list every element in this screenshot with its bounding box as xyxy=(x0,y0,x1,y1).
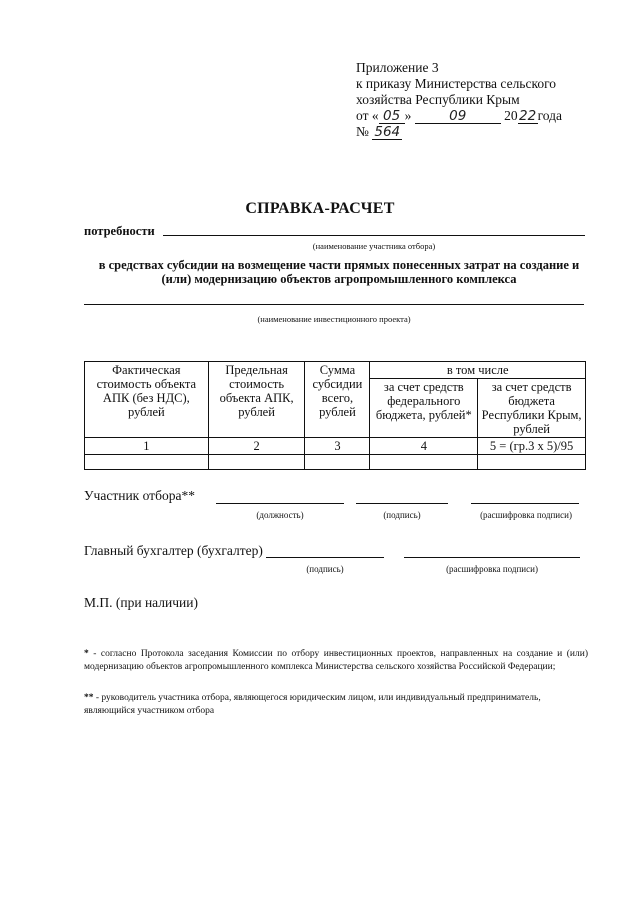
participant-name-caption: (наименование участника отбора) xyxy=(312,241,436,251)
accountant-decoding-caption: (расшифровка подписи) xyxy=(446,564,538,574)
year-prefix: 20 xyxy=(504,108,518,123)
annex-number xyxy=(356,124,596,140)
col-number-3: 3 xyxy=(305,438,370,455)
annex-line-3: хозяйства Республики Крым xyxy=(356,92,520,107)
table-cell-empty xyxy=(478,455,586,470)
participant-name-line xyxy=(163,235,585,236)
year-label: года xyxy=(537,108,563,123)
footnote-2-mark: ** xyxy=(84,693,94,703)
need-label: потребности xyxy=(84,224,155,238)
order-number: 564 xyxy=(372,124,402,140)
purpose-text: в средствах субсидии на возмещение части прямых понесенных затрат на создание и (или) модернизацию объектов агропромышленного комплекса xyxy=(98,258,580,286)
project-name-line xyxy=(84,304,584,305)
header-including: в том числе xyxy=(370,362,586,379)
footnote-1-mark: * xyxy=(84,649,89,659)
date-month: 09 xyxy=(415,108,501,124)
date-mid: » xyxy=(404,108,412,123)
date-day: 05 xyxy=(379,108,405,124)
col-number-1: 1 xyxy=(85,438,209,455)
footnote-1 xyxy=(84,648,588,674)
footnote-1-text: - согласно Протокола заседания Комиссии по отбору инвестиционных проектов, направленных на создание и (или) модернизацию объектов агропромышленного комплекса Министерства сельского хозяйства Российской Федерации; xyxy=(84,649,588,672)
table-cell-empty xyxy=(208,455,305,470)
decoding-caption: (расшифровка подписи) xyxy=(480,510,572,520)
document-title: СПРАВКА-РАСЧЕТ xyxy=(245,200,395,217)
accountant-signature-line xyxy=(266,557,384,558)
stamp-label: М.П. (при наличии) xyxy=(84,595,198,610)
accountant-label: Главный бухгалтер (бухгалтер) xyxy=(84,543,263,558)
calculation-table xyxy=(84,361,586,470)
position-caption: (должность) xyxy=(256,510,304,520)
header-subsidy-total: Сумма субсидии всего, рублей xyxy=(305,362,370,438)
table-cell-empty xyxy=(370,455,478,470)
project-name-caption: (наименование инвестиционного проекта) xyxy=(257,314,411,324)
footnote-2-text: - руководитель участника отбора, являющегося юридическим лицом, или индивидуальный предприниматель, являющийся участником отбора xyxy=(84,693,541,716)
col-number-4: 4 xyxy=(370,438,478,455)
footnote-2 xyxy=(84,692,588,718)
table-cell-empty xyxy=(305,455,370,470)
col-number-5: 5 = (гр.3 x 5)/95 xyxy=(478,438,586,455)
signature-caption: (подпись) xyxy=(383,510,421,520)
annex-block xyxy=(356,60,596,140)
annex-line-1: Приложение 3 xyxy=(356,60,439,75)
signature-line xyxy=(356,503,448,504)
table-cell-empty xyxy=(85,455,209,470)
date-year: 22 xyxy=(519,108,537,124)
accountant-signature-caption: (подпись) xyxy=(306,564,344,574)
annex-date xyxy=(356,108,596,124)
header-max-cost: Предельная стоимость объекта АПК, рублей xyxy=(208,362,305,438)
date-prefix: от « xyxy=(356,108,379,123)
header-crimea-budget: за счет средств бюджета Республики Крым, рублей xyxy=(478,379,586,438)
header-federal-budget: за счет средств федерального бюджета, рублей* xyxy=(370,379,478,438)
decoding-line xyxy=(471,503,579,504)
accountant-decoding-line xyxy=(404,557,580,558)
col-number-2: 2 xyxy=(208,438,305,455)
participant-label: Участник отбора** xyxy=(84,488,195,503)
header-actual-cost: Фактическая стоимость объекта АПК (без НДС), рублей xyxy=(85,362,209,438)
number-prefix: № xyxy=(356,124,369,139)
position-line xyxy=(216,503,344,504)
annex-line-2: к приказу Министерства сельского xyxy=(356,76,557,91)
